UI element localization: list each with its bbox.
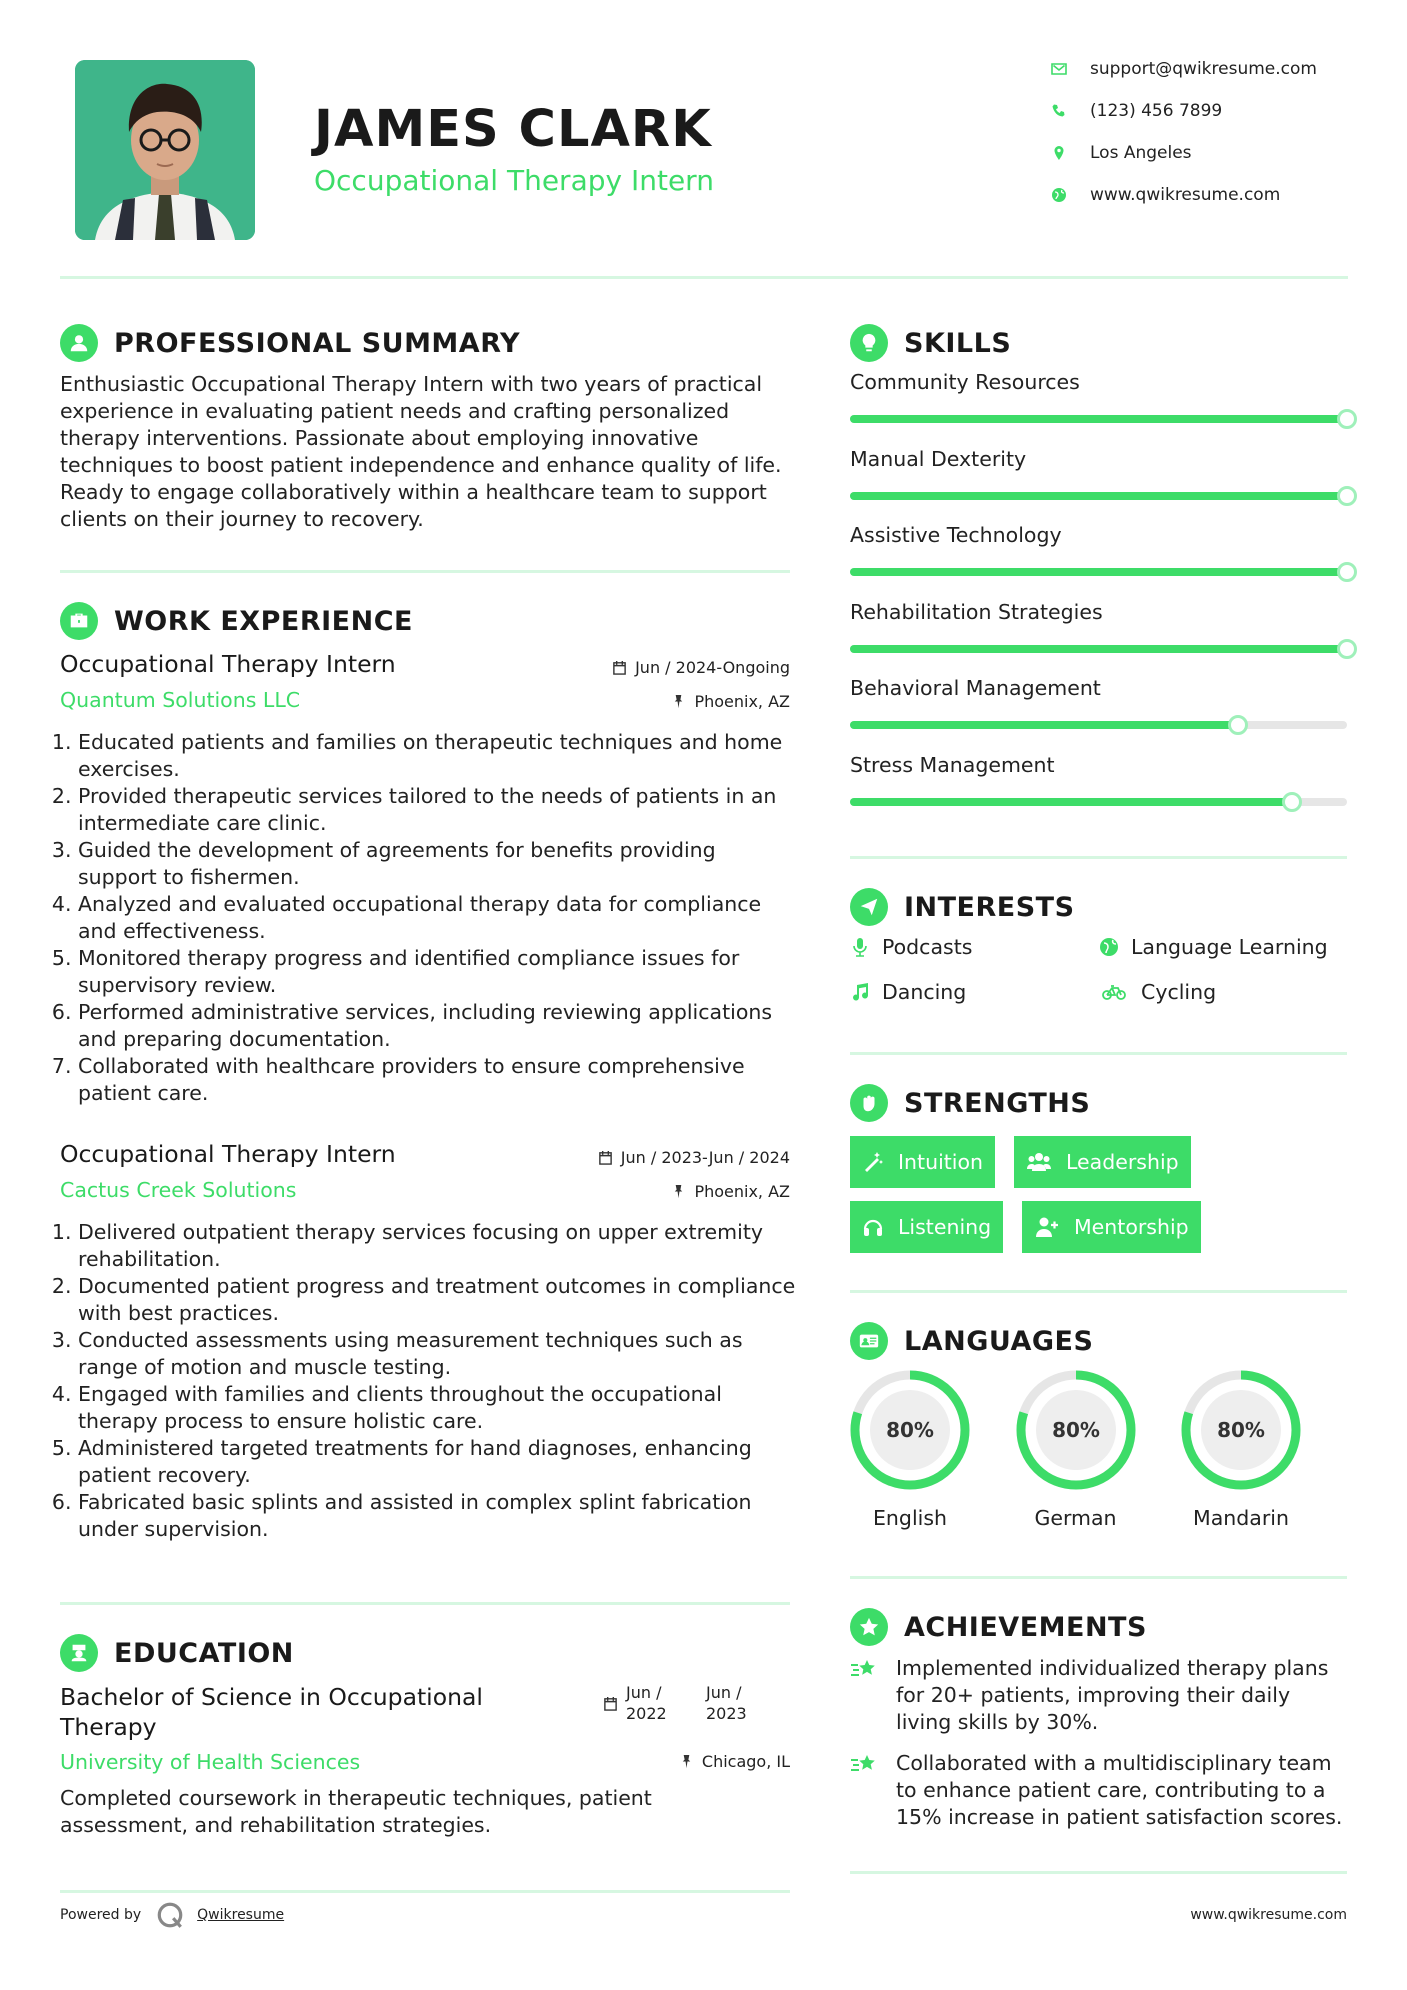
strength-tag <box>1014 1136 1191 1188</box>
briefcase-icon <box>60 602 98 640</box>
language-progress-ring <box>1179 1368 1303 1492</box>
language-item <box>1179 1368 1303 1530</box>
language-percent: 80% <box>1051 1418 1100 1442</box>
achievements-title: ACHIEVEMENTS <box>904 1611 1147 1643</box>
bullet-item: 6. Performed administrative services, including reviewing applications and preparing documentation. <box>78 999 800 1053</box>
job-date-text: Jun / 2024-Ongoing <box>635 658 790 677</box>
job-location-text: Phoenix, AZ <box>694 692 790 711</box>
strength-label: Listening <box>898 1215 992 1239</box>
experience-divider <box>60 1602 790 1605</box>
id-card-icon <box>850 1322 888 1360</box>
summary-title: PROFESSIONAL SUMMARY <box>114 327 521 359</box>
skill-slider-handle <box>1282 792 1302 812</box>
languages-title: LANGUAGES <box>904 1325 1094 1357</box>
pin-icon <box>671 1184 686 1199</box>
skill-row <box>850 753 1347 813</box>
interest-label: Cycling <box>1141 980 1217 1004</box>
language-label: German <box>1034 1506 1117 1530</box>
interest-label: Podcasts <box>882 935 973 959</box>
skill-label: Rehabilitation Strategies <box>850 599 1103 624</box>
brand-link[interactable]: Qwikresume <box>197 1907 285 1923</box>
skill-slider-handle <box>1337 639 1357 659</box>
skill-label: Community Resources <box>850 370 1080 394</box>
bullet-item: 4. Analyzed and evaluated occupational therapy data for compliance and effectiveness. <box>78 891 800 945</box>
skill-bar <box>850 415 1347 423</box>
bullet-item: 2. Documented patient progress and treatment outcomes in compliance with best practices. <box>78 1273 800 1327</box>
skill-row <box>850 370 1347 430</box>
skill-label: Assistive Technology <box>850 523 1062 547</box>
globe-icon <box>1050 186 1068 204</box>
language-label: Mandarin <box>1193 1506 1289 1530</box>
profile-photo <box>75 60 255 240</box>
language-progress-ring <box>1014 1368 1138 1492</box>
strength-tag <box>1022 1201 1201 1253</box>
skill-slider-handle <box>1337 562 1357 582</box>
strength-label: Leadership <box>1066 1150 1179 1174</box>
bullet-item: 6. Fabricated basic splints and assisted in complex splint fabrication under supervision. <box>78 1489 800 1543</box>
contact-location <box>1050 141 1350 165</box>
microphone-icon <box>850 937 870 957</box>
degree-title: Bachelor of Science in Occupational Therapy <box>60 1683 483 1741</box>
bullet-item: 1. Educated patients and families on therapeutic techniques and home exercises. <box>78 729 800 783</box>
skills-divider <box>850 856 1347 859</box>
education-description: Completed coursework in therapeutic techniques, patient assessment, and rehabilitation strategies. <box>60 1786 652 1837</box>
interest-item <box>1099 980 1216 1004</box>
bullet-item: 5. Monitored therapy progress and identified compliance issues for supervisory review. <box>78 945 800 999</box>
headphones-icon <box>862 1216 884 1238</box>
education-date <box>603 1682 756 1724</box>
footer-brand <box>60 1900 284 1930</box>
shooting-star-icon <box>850 1752 878 1776</box>
job-company: Quantum Solutions LLC <box>60 688 301 712</box>
job-title: Occupational Therapy Intern <box>60 1140 396 1168</box>
bullet-item: 3. Guided the development of agreements for benefits providing support to fishermen. <box>78 837 800 891</box>
qwikresume-logo-icon <box>155 1900 185 1930</box>
skill-bar-fill <box>850 568 1347 576</box>
location-icon <box>1050 144 1068 162</box>
skill-bar-fill <box>850 415 1347 423</box>
school-name: University of Health Sciences <box>60 1750 361 1774</box>
language-item <box>1014 1368 1138 1530</box>
education-location <box>540 1752 790 1771</box>
skills-title: SKILLS <box>904 327 1012 359</box>
user-plus-icon <box>1034 1216 1060 1238</box>
skill-bar-fill <box>850 721 1238 729</box>
skill-bar-fill <box>850 798 1292 806</box>
contact-phone-text: (123) 456 7899 <box>1090 101 1223 121</box>
achievement-item <box>850 1655 1350 1736</box>
job-bullets <box>60 1219 800 1543</box>
languages-divider <box>850 1576 1347 1579</box>
job-bullets <box>60 729 800 1107</box>
education-location-text: Chicago, IL <box>701 1752 790 1771</box>
achievements-heading <box>850 1608 1147 1646</box>
users-icon <box>1026 1151 1052 1173</box>
calendar-icon <box>598 1150 613 1165</box>
job-company: Cactus Creek Solutions <box>60 1178 297 1202</box>
skill-row <box>850 600 1347 660</box>
user-icon <box>60 324 98 362</box>
interest-item <box>850 935 972 959</box>
job-date-text: Jun / 2023-Jun / 2024 <box>620 1148 790 1167</box>
strengths-divider <box>850 1290 1347 1293</box>
bullet-item: 2. Provided therapeutic services tailored to the needs of patients in an intermediate care clinic. <box>78 783 800 837</box>
shooting-star-icon <box>850 1657 878 1681</box>
calendar-icon <box>603 1696 618 1711</box>
experience-heading <box>60 602 413 640</box>
footer-url[interactable]: www.qwikresume.com <box>1190 1907 1347 1923</box>
email-icon <box>1050 60 1068 78</box>
education-heading <box>60 1634 294 1672</box>
bullet-item: 5. Administered targeted treatments for hand diagnoses, enhancing patient recovery. <box>78 1435 800 1489</box>
globe-icon <box>1099 937 1119 957</box>
skill-label: Manual Dexterity <box>850 446 1027 471</box>
bullet-item: 1. Delivered outpatient therapy services focusing on upper extremity rehabilitation. <box>78 1219 800 1273</box>
education-date-start: Jun / 2022 <box>626 1683 667 1723</box>
strength-label: Mentorship <box>1074 1215 1189 1239</box>
contact-email[interactable] <box>1050 57 1350 81</box>
education-date-end: Jun / 2023 <box>706 1683 747 1723</box>
skill-bar-fill <box>850 645 1347 653</box>
strengths-heading <box>850 1084 1090 1122</box>
skill-row <box>850 447 1347 507</box>
interests-heading <box>850 888 1075 926</box>
job-title: Occupational Therapy Intern <box>60 650 396 678</box>
skill-bar <box>850 645 1347 653</box>
language-percent: 80% <box>886 1418 934 1442</box>
summary-divider <box>60 570 790 573</box>
interests-divider <box>850 1052 1347 1055</box>
language-progress-ring <box>848 1368 972 1492</box>
summary-text: Enthusiastic Occupational Therapy Intern with two years of practical experience in evaluating patient needs and crafting personalized therapy interventions. Passionate about employing innovative techniques to boost patient independence and enhance quality of life. Ready to engage collaboratively within a healthcare team to support clients on their journey to recovery. <box>60 372 782 531</box>
summary-heading <box>60 324 520 362</box>
bicycle-icon <box>1099 982 1129 1002</box>
interest-item <box>1099 935 1328 959</box>
music-icon <box>850 982 870 1002</box>
phone-icon <box>1050 102 1068 120</box>
achievement-item <box>850 1750 1350 1831</box>
header-divider <box>60 276 1348 279</box>
candidate-title: Occupational Therapy Intern <box>314 164 714 197</box>
calendar-icon <box>612 660 627 675</box>
paper-plane-icon <box>850 888 888 926</box>
skill-label: Behavioral Management <box>850 676 1101 700</box>
education-divider <box>60 1890 790 1893</box>
skill-bar-fill <box>850 492 1347 500</box>
language-percent: 80% <box>1217 1418 1265 1442</box>
contact-website[interactable] <box>1050 183 1350 207</box>
achievement-text: Implemented individualized therapy plans for 20+ patients, improving their daily living skills by 30%. <box>896 1656 1329 1734</box>
skill-row <box>850 523 1347 583</box>
skill-label: Stress Management <box>850 752 1055 777</box>
magic-wand-icon <box>862 1151 884 1173</box>
fist-icon <box>850 1084 888 1122</box>
candidate-name: JAMES CLARK <box>314 100 712 159</box>
skill-row <box>850 676 1347 736</box>
skill-bar <box>850 492 1347 500</box>
lightbulb-icon <box>850 324 888 362</box>
strength-label: Intuition <box>898 1150 984 1174</box>
job-location <box>540 1182 790 1201</box>
skill-bar <box>850 721 1347 729</box>
interest-label: Language Learning <box>1131 935 1328 959</box>
star-icon <box>850 1608 888 1646</box>
education-title: EDUCATION <box>114 1637 294 1669</box>
job-location-text: Phoenix, AZ <box>694 1182 790 1201</box>
languages-list <box>848 1368 1348 1538</box>
bullet-item: 3. Conducted assessments using measurement techniques such as range of motion and muscle testing. <box>78 1327 800 1381</box>
job-date <box>540 658 790 677</box>
bullet-item: 7. Collaborated with healthcare providers to ensure comprehensive patient care. <box>78 1053 800 1107</box>
achievement-text: Collaborated with a multidisciplinary team to enhance patient care, contributing to a 15% increase in patient satisfaction scores. <box>896 1751 1343 1829</box>
experience-title: WORK EXPERIENCE <box>114 605 413 637</box>
bullet-item: 4. Engaged with families and clients throughout the occupational therapy process to ensure holistic care. <box>78 1381 800 1435</box>
interest-label: Dancing <box>882 980 967 1004</box>
skill-slider-handle <box>1228 715 1248 735</box>
strengths-title: STRENGTHS <box>904 1087 1091 1119</box>
graduation-icon <box>60 1634 98 1672</box>
contact-website-text: www.qwikresume.com <box>1090 185 1281 205</box>
pin-icon <box>671 694 686 709</box>
pin-icon <box>679 1754 694 1769</box>
language-label: English <box>872 1506 948 1530</box>
contact-email-text: support@qwikresume.com <box>1090 59 1317 79</box>
job-location <box>540 692 790 711</box>
skill-slider-handle <box>1337 486 1357 506</box>
contact-location-text: Los Angeles <box>1090 143 1192 163</box>
powered-by-text: Powered by <box>60 1907 142 1923</box>
contact-phone[interactable] <box>1050 99 1350 123</box>
strength-tag <box>850 1136 995 1188</box>
skill-slider-handle <box>1337 409 1357 429</box>
skill-bar <box>850 798 1347 806</box>
achievements-divider <box>850 1871 1347 1874</box>
job-date <box>540 1148 790 1167</box>
interest-item <box>850 980 966 1004</box>
skill-bar <box>850 568 1347 576</box>
languages-heading <box>850 1322 1093 1360</box>
interests-title: INTERESTS <box>904 891 1075 923</box>
skills-heading <box>850 324 1011 362</box>
strength-tag <box>850 1201 1003 1253</box>
language-item <box>848 1368 972 1530</box>
